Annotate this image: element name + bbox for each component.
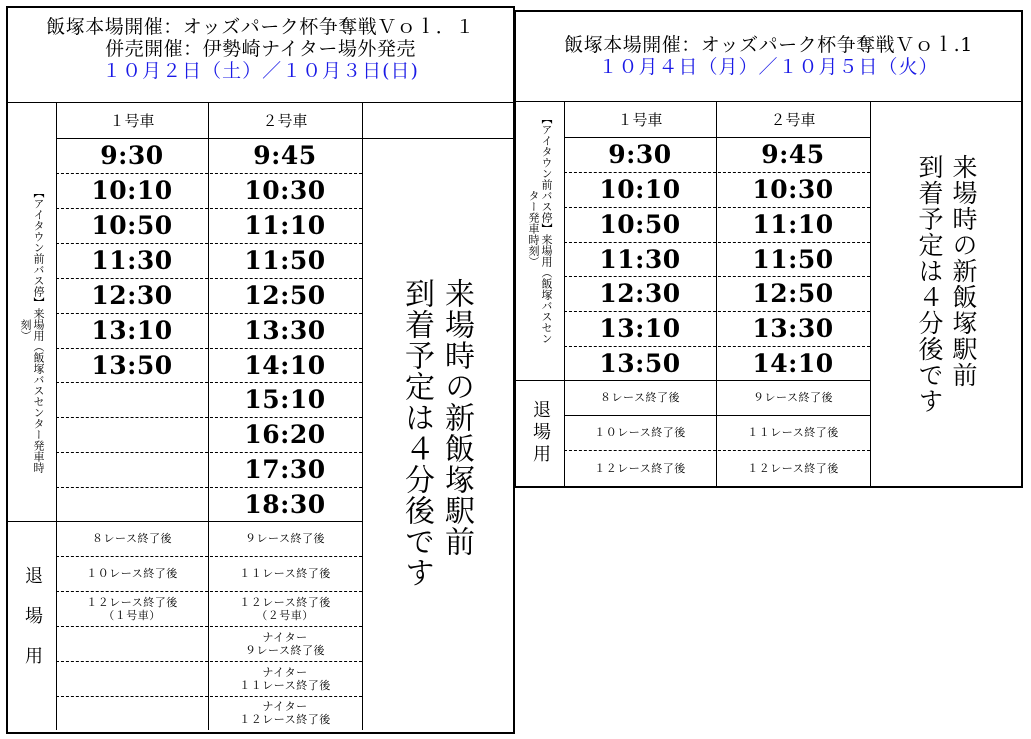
right-exit-label: 退場用 (530, 400, 551, 466)
left-car2-time: 13:30 (244, 316, 326, 345)
left-car2-time: 10:30 (244, 176, 326, 205)
right-car1-time: 13:50 (599, 348, 681, 378)
right-car1-time: 12:30 (599, 279, 681, 308)
left-arrival-note: 来場時の新飯塚駅前 到着予定は４分後です (399, 278, 474, 588)
left-car1-time: 11:30 (91, 246, 173, 275)
left-header-dates: １０月２日（土）／１０月３日(日) (102, 60, 419, 82)
left-car2-exit: ９レース終了後 (245, 532, 325, 545)
left-car1-exit: ８レース終了後 (92, 532, 172, 545)
right-car1-time: 13:10 (599, 314, 681, 343)
left-car2-exit: １２レース終了後 （２号車） (239, 595, 331, 622)
right-header-title: 飯塚本場開催：オッズパーク杯争奪戦Ｖｏｌ.1 (564, 34, 973, 56)
right-car2-time: 11:10 (752, 210, 834, 239)
right-car2-time: 11:50 (752, 244, 834, 274)
left-header-title: 飯塚本場開催：オッズパーク杯争奪戦Ｖｏｌ．１ (46, 16, 475, 38)
left-header-subtitle: 併売開催：伊勢崎ナイター場外発売 (105, 38, 416, 60)
left-car2-time: 11:10 (244, 211, 326, 240)
right-col-header-car2: ２号車 (770, 110, 816, 129)
left-col-header-car1: １号車 (109, 111, 155, 130)
right-car1-time: 10:10 (599, 175, 681, 204)
left-car2-time: 18:30 (244, 489, 326, 519)
right-car2-exit: ９レース終了後 (753, 391, 833, 404)
right-car1-exit: ８レース終了後 (600, 391, 680, 404)
left-car1-time: 13:10 (91, 316, 173, 345)
right-header (516, 34, 1021, 78)
left-car2-time: 11:50 (244, 246, 326, 275)
right-car2-time: 10:30 (752, 175, 834, 204)
right-arrival-note: 来場時の新飯塚駅前 到着予定は４分後です (915, 154, 978, 414)
right-car1-time: 10:50 (599, 210, 681, 239)
right-arrival-label: 【アイタウン前バス停】来場用（飯塚バスセンター発車時刻） (527, 113, 553, 344)
right-car2-time: 12:50 (752, 279, 834, 308)
left-header (8, 16, 513, 82)
right-timetable (514, 10, 1023, 488)
right-header-dates: １０月４日（月）／１０月５日（火） (598, 56, 939, 78)
left-car1-time: 10:10 (91, 176, 173, 205)
right-car2-time: 9:45 (761, 140, 825, 169)
right-car2-time: 13:30 (752, 314, 834, 343)
left-car2-time: 14:10 (244, 350, 326, 380)
left-car1-time: 10:50 (91, 211, 173, 240)
right-car1-exit: １２レース終了後 (594, 461, 686, 475)
left-car1-exit: １２レース終了後 （１号車） (86, 595, 178, 622)
left-car2-exit: １１レース終了後 (239, 567, 331, 580)
left-arrival-label: 【アイタウン前バス停】来場用（飯塚バスセンター発車時刻） (19, 186, 45, 473)
left-car2-exit: ナイター １２レース終了後 (239, 700, 331, 726)
left-car2-time: 17:30 (244, 455, 326, 484)
left-car2-time: 12:50 (244, 281, 326, 310)
right-car1-exit: １０レース終了後 (594, 426, 686, 439)
left-exit-label: 退場用 (22, 565, 43, 686)
left-car2-exit: ナイター ９レース終了後 (245, 630, 325, 657)
left-car2-time: 15:10 (244, 385, 326, 414)
left-car1-time: 9:30 (100, 141, 164, 170)
left-car1-exit: １０レース終了後 (86, 567, 178, 580)
left-car1-time: 12:30 (91, 281, 173, 310)
left-car2-exit: ナイター １１レース終了後 (239, 665, 331, 692)
right-car2-time: 14:10 (752, 348, 834, 378)
left-car2-time: 16:20 (244, 420, 326, 449)
left-timetable (6, 6, 515, 734)
right-car2-exit: １２レース終了後 (747, 461, 839, 475)
right-col-header-car1: １号車 (617, 110, 663, 129)
right-car2-exit: １１レース終了後 (747, 426, 839, 439)
right-car1-time: 9:30 (608, 140, 672, 169)
left-car2-time: 9:45 (253, 141, 317, 170)
left-col-header-car2: ２号車 (262, 111, 308, 130)
left-car1-time: 13:50 (91, 350, 173, 380)
right-car1-time: 11:30 (599, 244, 681, 274)
